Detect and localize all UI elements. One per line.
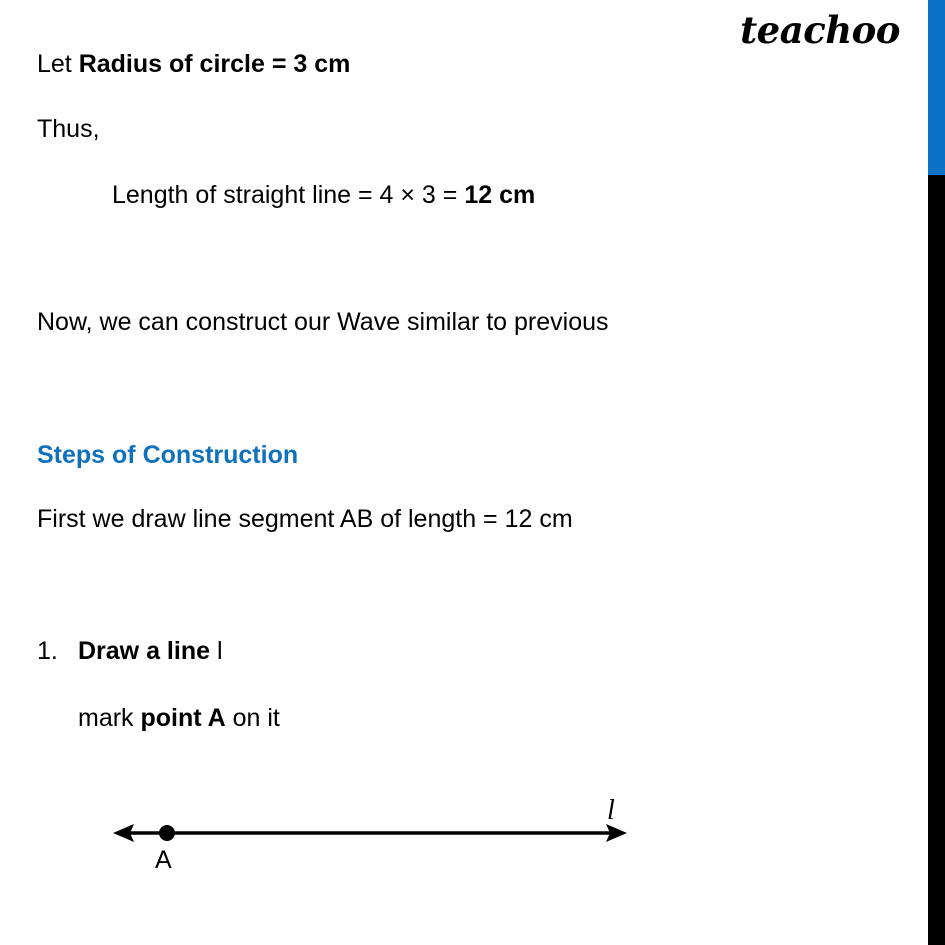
length-prefix: Length of straight line = 4 × 3 = <box>112 181 465 209</box>
radius-value: Radius of circle = 3 cm <box>78 50 351 78</box>
thus-text: Thus, <box>37 115 100 143</box>
text-line-length <box>112 180 535 210</box>
step-1-item <box>37 636 223 666</box>
heading-steps-of-construction: Steps of Construction <box>37 441 299 469</box>
line-l-label: l <box>607 795 615 826</box>
step-1-subline <box>78 703 280 733</box>
teachoo-logo: teachoo <box>740 8 900 52</box>
text-line-now <box>37 307 609 337</box>
subline-prefix: mark <box>78 704 141 732</box>
length-value: 12 cm <box>464 181 536 209</box>
edge-strip-blue-segment <box>928 0 945 175</box>
subline-point-a: point A <box>140 704 226 732</box>
text-line-thus <box>37 114 100 144</box>
line-diagram <box>95 785 655 905</box>
first-text: First we draw line segment AB of length = 12 cm <box>37 505 573 533</box>
point-a-dot-icon <box>159 825 175 841</box>
radius-prefix: Let <box>37 50 79 78</box>
now-text: Now, we can construct our Wave similar to previous <box>37 308 609 336</box>
step-1-text: Draw a line <box>78 637 217 665</box>
line-diagram-svg <box>95 785 655 905</box>
text-line-first <box>37 504 573 534</box>
step-1-marker: 1. <box>37 637 58 665</box>
subline-suffix: on it <box>225 704 280 732</box>
point-a-label: A <box>155 846 172 874</box>
text-line-radius <box>37 49 350 79</box>
right-edge-strip <box>928 0 945 945</box>
edge-strip-black-segment <box>928 175 945 945</box>
step-1-line-label: l <box>216 637 223 665</box>
